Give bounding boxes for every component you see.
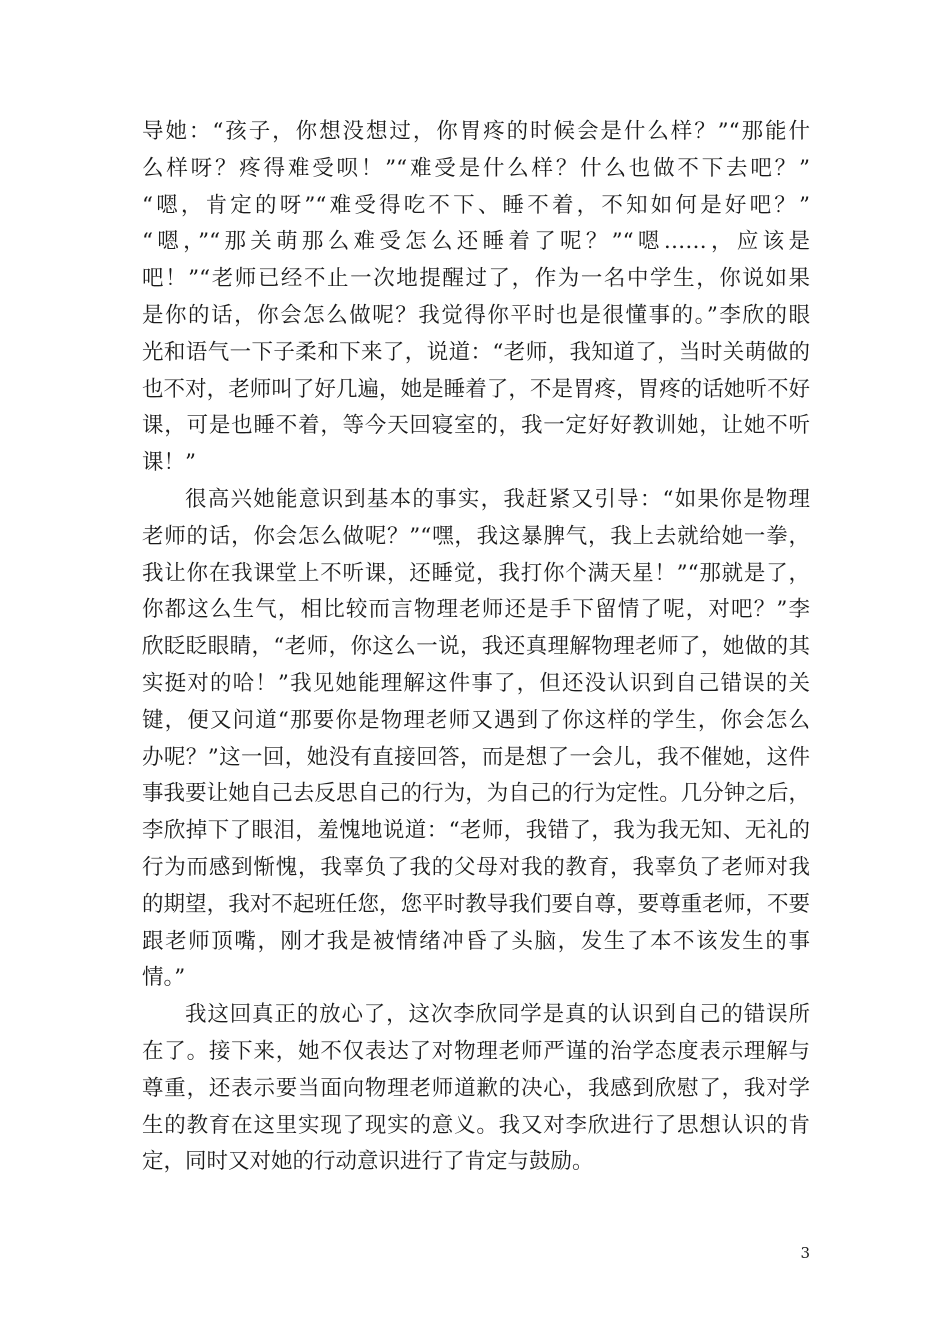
text-line: 课，可是也睡不着，等今天回寝室的，我一定好好教训她，让她不听: [142, 413, 810, 439]
text-line: 课！”: [142, 450, 196, 476]
text-line: 也不对，老师叫了好几遍，她是睡着了，不是胃疼，胃疼的话她听不好: [142, 376, 810, 402]
text-line: 情。”: [142, 965, 186, 991]
text-line: 老师的话，你会怎么做呢？”“嘿，我这暴脾气，我上去就给她一拳，: [142, 523, 810, 549]
text-line: 很高兴她能意识到基本的事实，我赶紧又引导：“如果你是物理: [185, 486, 810, 512]
text-line: 跟老师顶嘴，刚才我是被情绪冲昏了头脑，发生了本不该发生的事: [142, 928, 810, 954]
text-line: 生的教育在这里实现了现实的意义。我又对李欣进行了思想认识的肯: [142, 1112, 810, 1138]
text-line: 李欣掉下了眼泪，羞愧地说道：“老师，我错了，我为我无知、无礼的: [142, 818, 810, 844]
page-number: 3: [800, 1244, 810, 1262]
text-line: 定，同时又对她的行动意识进行了肯定与鼓励。: [142, 1149, 594, 1175]
text-line: 行为而感到惭愧，我辜负了我的父母对我的教育，我辜负了老师对我: [142, 854, 810, 880]
text-line: 么样呀？疼得难受呗！”“难受是什么样？什么也做不下去吧？”: [142, 155, 810, 181]
text-line: 是你的话，你会怎么做呢？我觉得你平时也是很懂事的。”李欣的眼: [142, 302, 810, 328]
paragraph: [142, 114, 810, 482]
text-line: 我这回真正的放心了，这次李欣同学是真的认识到自己的错误所: [185, 1002, 810, 1028]
text-line: 尊重，还表示要当面向物理老师道歉的决心，我感到欣慰了，我对学: [142, 1075, 810, 1101]
paragraph: [142, 997, 810, 1181]
text-line: 实挺对的哈！”我见她能理解这件事了，但还没认识到自己错误的关: [142, 670, 810, 696]
text-line: 导她：“孩子，你想没想过，你胃疼的时候会是什么样？”“那能什: [142, 119, 810, 144]
text-line: 办呢？”这一回，她没有直接回答，而是想了一会儿，我不催她，这件: [142, 744, 810, 770]
text-line: 键，便又问道“那要你是物理老师又遇到了你这样的学生，你会怎么: [142, 707, 810, 733]
text-line: 吧！”“老师已经不止一次地提醒过了，作为一名中学生，你说如果: [142, 266, 810, 292]
text-line: 光和语气一下子柔和下来了，说道：“老师，我知道了，当时关萌做的: [142, 339, 810, 365]
text-line: 的期望，我对不起班任您，您平时教导我们要自尊，要尊重老师，不要: [142, 891, 810, 917]
text-line: 欣眨眨眼睛，“老师，你这么一说，我还真理解物理老师了，她做的其: [142, 634, 810, 660]
paragraph: [142, 482, 810, 997]
text-line: 我让你在我课堂上不听课，还睡觉，我打你个满天星！”“那就是了，: [142, 560, 810, 586]
text-line: 你都这么生气，相比较而言物理老师还是手下留情了呢，对吧？”李: [142, 597, 810, 623]
text-line: 事我要让她自己去反思自己的行为，为自己的行为定性。几分钟之后，: [142, 781, 810, 807]
text-line: “嗯，肯定的呀”“难受得吃不下、睡不着，不知如何是好吧？”: [142, 192, 810, 218]
body-text: [142, 114, 810, 1181]
text-line: 在了。接下来，她不仅表达了对物理老师严谨的治学态度表示理解与: [142, 1038, 810, 1064]
text-line: “嗯，”“那关萌那么难受怎么还睡着了呢？”“嗯……，应该是: [142, 229, 810, 255]
